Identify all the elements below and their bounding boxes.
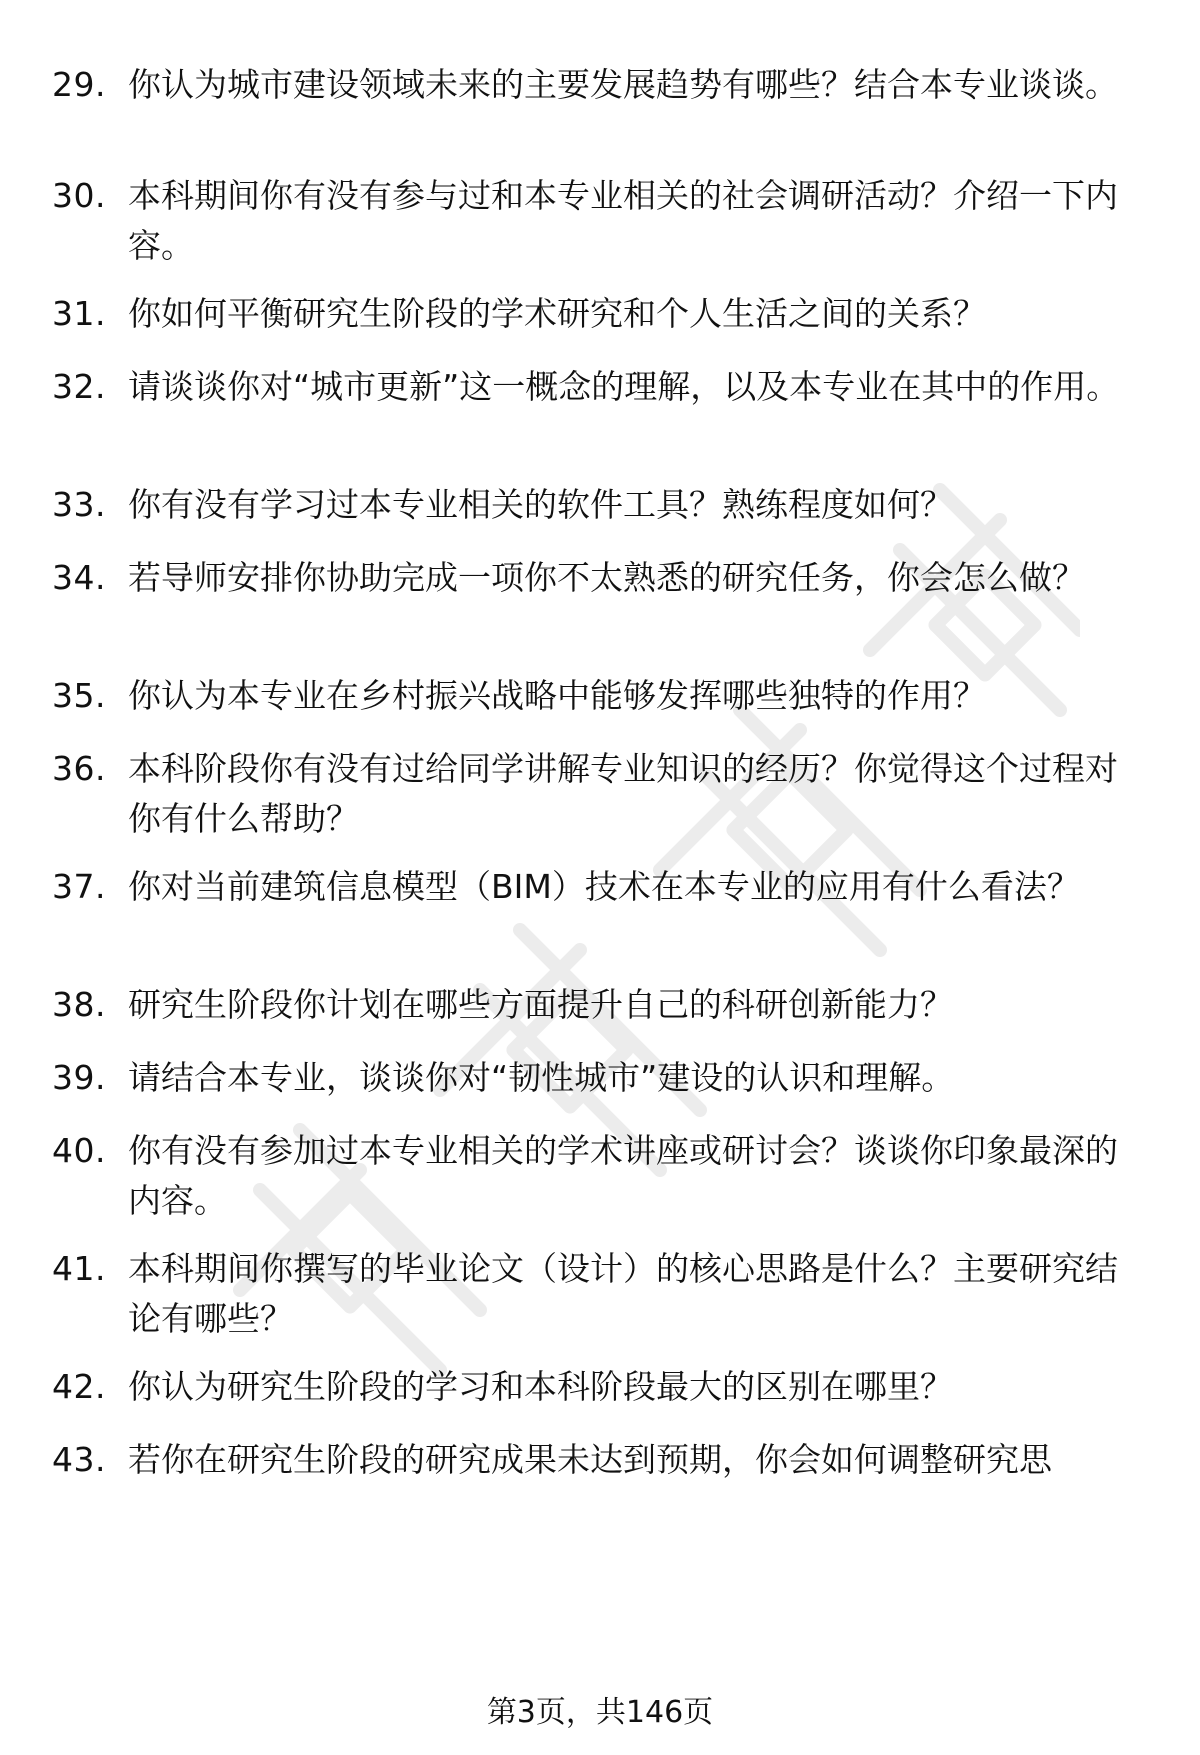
- question-text: 你有没有学习过本专业相关的软件工具？熟练程度如何？: [128, 485, 953, 524]
- question-text: 本科期间你有没有参与过和本专业相关的社会调研活动？介绍一下内容。: [128, 176, 1118, 265]
- question-number: 41.: [52, 1249, 106, 1288]
- question-text: 若导师安排你协助完成一项你不太熟悉的研究任务，你会怎么做？: [128, 558, 1085, 597]
- question-text: 你对当前建筑信息模型（BIM）技术在本专业的应用有什么看法？: [128, 867, 1080, 906]
- question-text: 本科阶段你有没有过给同学讲解专业知识的经历？你觉得这个过程对你有什么帮助？: [128, 749, 1118, 838]
- question-text: 你认为城市建设领域未来的主要发展趋势有哪些？结合本专业谈谈。: [128, 65, 1118, 104]
- question-number: 35.: [52, 676, 106, 715]
- question-number: 31.: [52, 294, 106, 333]
- question-number: 42.: [52, 1367, 106, 1406]
- question-text: 请谈谈你对“城市更新”这一概念的理解，以及本专业在其中的作用。: [128, 367, 1120, 406]
- question-text: 研究生阶段你计划在哪些方面提升自己的科研创新能力？: [128, 985, 953, 1024]
- question-number: 36.: [52, 749, 106, 788]
- question-text: 本科期间你撰写的毕业论文（设计）的核心思路是什么？主要研究结论有哪些？: [128, 1249, 1118, 1338]
- question-number: 29.: [52, 65, 106, 104]
- question-text: 若你在研究生阶段的研究成果未达到预期，你会如何调整研究思: [128, 1440, 1052, 1479]
- page-footer: 第3页，共146页: [486, 1695, 714, 1730]
- question-number: 39.: [52, 1058, 106, 1097]
- question-number: 30.: [52, 176, 106, 215]
- question-text: 你如何平衡研究生阶段的学术研究和个人生活之间的关系？: [128, 294, 986, 333]
- question-text: 请结合本专业，谈谈你对“韧性城市”建设的认识和理解。: [128, 1058, 955, 1097]
- question-text: 你认为本专业在乡村振兴战略中能够发挥哪些独特的作用？: [128, 676, 986, 715]
- question-number: 37.: [52, 867, 106, 906]
- question-number: 40.: [52, 1131, 106, 1170]
- question-number: 34.: [52, 558, 106, 597]
- question-text: 你认为研究生阶段的学习和本科阶段最大的区别在哪里？: [128, 1367, 953, 1406]
- question-number: 32.: [52, 367, 106, 406]
- question-number: 38.: [52, 985, 106, 1024]
- question-number: 33.: [52, 485, 106, 524]
- question-number: 43.: [52, 1440, 106, 1479]
- question-text: 你有没有参加过本专业相关的学术讲座或研讨会？谈谈你印象最深的内容。: [128, 1131, 1118, 1220]
